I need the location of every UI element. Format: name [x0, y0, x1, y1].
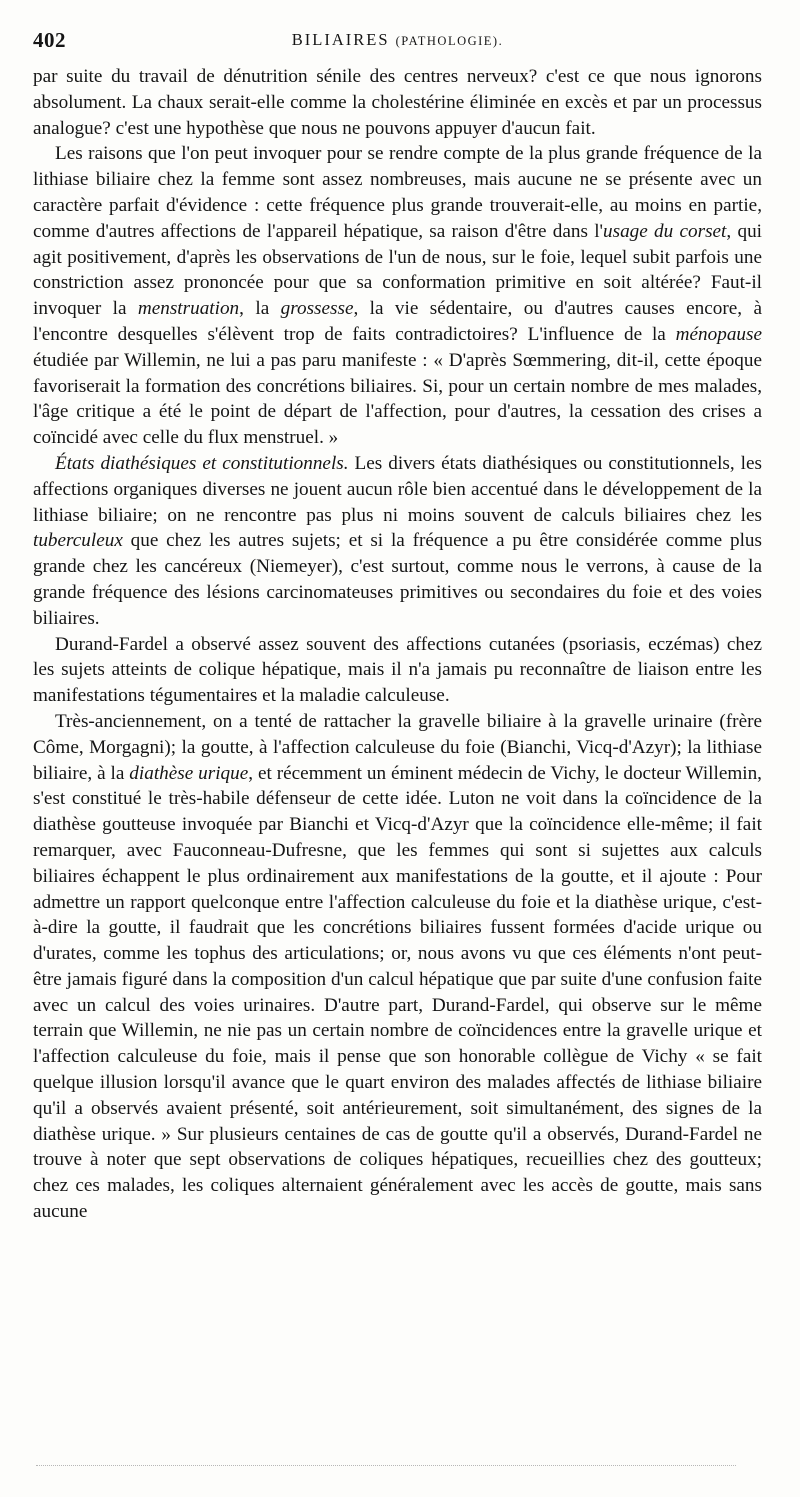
paragraph	[33, 632, 762, 709]
text-run: Très-anciennement, on a tenté de rattacher la gravelle biliaire à la gravelle urinaire (frère Côme, Morgagni); la goutte, à l'affection calculeuse du foie (Bianchi, Vicq-d'Azyr); la lithiase biliaire, à la	[33, 710, 762, 784]
text-run: Durand-Fardel a observé assez souvent des affections cutanées (psoriasis, eczémas) chez les sujets atteints de colique hépatique, mais il n'a jamais pu reconnaître de liaison entre les manifestations tégumentaires et la maladie calculeuse.	[33, 633, 762, 707]
page-header	[33, 28, 762, 54]
book-page	[33, 28, 762, 1225]
running-head-title: BILIAIRES	[291, 30, 390, 49]
text-run: Les divers états diathésiques ou constitutionnels, les affections organiques diverses ne jouent aucun rôle bien accentué dans le développement de la lithiase biliaire; on ne rencontre pas plus ni moins souvent de calculs biliaires chez les	[33, 452, 763, 526]
paragraph	[33, 709, 762, 1225]
body-text	[33, 64, 762, 1225]
italic-text: usage du corset	[603, 220, 727, 242]
text-run: par suite du travail de dénutrition sénile des centres nerveux? c'est ce que nous ignorons absolument. La chaux serait-elle comme la cholestérine éliminée en excès et par un processus analogue? c'est une hypothèse que nous ne pouvons appuyer d'aucun fait.	[33, 66, 762, 139]
text-run: étudiée par Willemin, ne lui a pas paru manifeste : « D'après Sœmmering, dit-il, cette époque favoriserait la formation des concrétions biliaires. Si, pour un certain nombre de mes malades, l'âge critique a été le point de départ de l'affection, pour d'autres, la cessation des crises a coïncidé avec celle du flux menstruel. »	[33, 349, 762, 449]
italic-text: ménopause	[675, 323, 762, 345]
running-head	[33, 30, 762, 50]
italic-text: tuberculeux	[33, 530, 123, 552]
italic-text: États diathésiques et constitutionnels.	[55, 452, 349, 474]
text-run: , qui agit positivement, d'après les observations de l'un de nous, sur le foie, lequel subit parfois une constriction assez prononcée pour que sa conformation primitive en soit altérée? Faut-il invoquer la	[33, 220, 762, 320]
text-run: , la	[239, 298, 281, 320]
running-head-subtitle: (PATHOLOGIE).	[395, 34, 504, 48]
paragraph	[33, 451, 762, 632]
italic-text: diathèse urique	[129, 762, 249, 784]
page-number: 402	[33, 28, 66, 52]
paragraph	[33, 64, 762, 141]
text-run: , la vie sédentaire, ou d'autres causes encore, à l'encontre desquelles s'élèvent trop de faits contradictoires? L'influence de la	[33, 298, 762, 345]
text-run: Les raisons que l'on peut invoquer pour se rendre compte de la plus grande fréquence de la lithiase biliaire chez la femme sont assez nombreuses, mais aucune ne se présente avec un caractère parfait d'évidence : cette fréquence plus grande trouverait-elle, au moins en partie, comme d'autres affections de l'appareil hépatique, sa raison d'être dans l'	[33, 143, 762, 242]
text-run: , et récemment un éminent médecin de Vichy, le docteur Willemin, s'est constitué le très-habile défenseur de cette idée. Luton ne voit dans la coïncidence de la diathèse goutteuse invoquée par Bianchi et Vicq-d'Azyr que la coïncidence elle-même; il fait remarquer, avec Fauconneau-Dufresne, que les femmes qui sont si sujettes aux calculs biliaires échappent le plus ordinairement aux manifestations de la goutte, et il ajoute : Pour admettre un rapport quelconque entre l'affection calculeuse du foie et la diathèse urique, c'est-à-dire la goutte, il faudrait que les concrétions biliaires fussent formées d'acide urique ou d'urates, comme les tophus des articulations; or, nous avons vu que ces éléments n'ont peut-être jamais figuré dans la composition d'un calcul hépatique que par suite d'une confusion faite avec un calcul des voies urinaires. D'autre part, Durand-Fardel, qui observe sur le même terrain que Willemin, ne nie pas un certain nombre de coïncidences entre la gravelle urique et l'affection calculeuse du foie, mais il pense que son honorable collègue de Vichy « se fait quelque illusion lorsqu'il avance que le quart environ des malades affectés de lithiase biliaire qu'il a observés avaient présenté, soit antérieurement, soit simultanément, des signes de la diathèse urique. » Sur plusieurs centaines de cas de goutte qu'il a observés, Durand-Fardel ne trouve à noter que sept observations de coliques hépatiques, recueillies chez des goutteux; chez ces malades, les coliques alternaient généralement avec les accès de goutte, mais sans aucune	[33, 762, 762, 1223]
text-run: que chez les autres sujets; et si la fréquence a pu être considérée comme plus grande chez les cancéreux (Niemeyer), c'est surtout, comme nous le verrons, à cause de la grande fréquence des lésions carcinomateuses primitives ou secondaires du foie et des voies biliaires.	[33, 530, 762, 629]
paragraph	[33, 141, 762, 451]
italic-text: menstruation	[137, 298, 240, 320]
bottom-dotted-rule	[36, 1465, 736, 1466]
italic-text: grossesse	[280, 298, 354, 320]
